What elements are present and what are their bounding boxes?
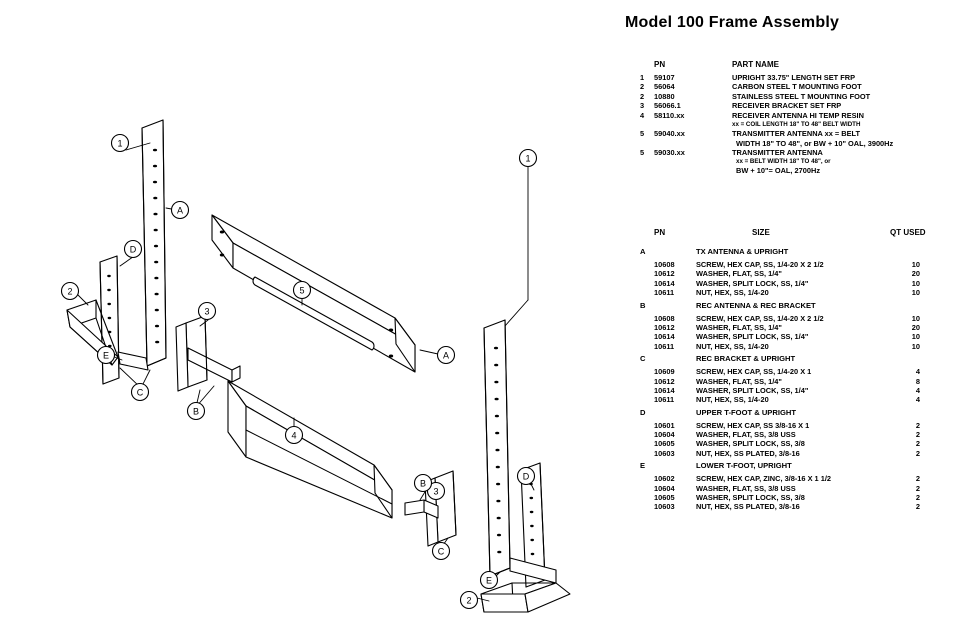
hardware-row-pn: 10604 bbox=[654, 430, 675, 440]
balloon-hw-b-left bbox=[188, 403, 205, 420]
balloon-hw-c-right bbox=[433, 543, 450, 560]
hardware-row-size: NUT, HEX, SS, 1/4-20 bbox=[696, 395, 769, 405]
hardware-row-qty: 2 bbox=[915, 448, 920, 458]
receiver-bracket-upper bbox=[176, 316, 240, 391]
hardware-group-name: TX ANTENNA & UPRIGHT bbox=[696, 247, 789, 256]
hardware-group-title bbox=[640, 301, 952, 314]
hardware-group-name: REC BRACKET & UPRIGHT bbox=[696, 354, 796, 364]
hardware-row-qty: 10 bbox=[911, 313, 920, 323]
hardware-row-qty: 10 bbox=[911, 278, 920, 288]
parts-list-header bbox=[640, 60, 952, 73]
balloon-hw-b-lower bbox=[415, 475, 432, 492]
parts-row-item: 5 bbox=[640, 129, 645, 139]
balloon-hw-d-lower bbox=[518, 468, 535, 485]
hardware-list bbox=[640, 228, 952, 512]
hardware-row-pn: 10611 bbox=[654, 395, 675, 405]
balloon-hw-d-upper bbox=[125, 241, 142, 258]
hardware-group-b bbox=[640, 301, 952, 352]
svg-text:B: B bbox=[419, 478, 427, 489]
hardware-row-size: SCREW, HEX CAP, SS, 1/4-20 X 2 1/2 bbox=[696, 260, 824, 269]
hardware-row-qty: 4 bbox=[915, 385, 920, 395]
balloon-item-2-left bbox=[62, 283, 79, 300]
hardware-row-pn: 10602 bbox=[654, 474, 675, 484]
svg-text:A: A bbox=[176, 205, 184, 216]
svg-text:2: 2 bbox=[67, 286, 73, 297]
hardware-row bbox=[640, 430, 952, 439]
hardware-row bbox=[640, 439, 952, 448]
svg-text:B: B bbox=[192, 406, 200, 417]
parts-list-row bbox=[640, 111, 952, 120]
hardware-row-size: WASHER, FLAT, SS, 3/8 USS bbox=[696, 430, 796, 440]
hardware-row-size: WASHER, FLAT, SS, 1/4" bbox=[696, 376, 782, 386]
hardware-row-pn: 10612 bbox=[654, 322, 675, 332]
page-title: Model 100 Frame Assembly bbox=[625, 14, 840, 31]
hardware-row-qty: 10 bbox=[911, 260, 920, 269]
parts-row-item: 3 bbox=[640, 101, 645, 111]
hardware-row-qty: 2 bbox=[915, 474, 920, 484]
parts-list-row bbox=[640, 148, 952, 157]
parts-list bbox=[640, 60, 952, 176]
balloon-hw-e-upper bbox=[98, 347, 115, 364]
svg-text:E: E bbox=[102, 350, 110, 361]
svg-text:C: C bbox=[437, 546, 445, 557]
hardware-row-size: WASHER, SPLIT LOCK, SS, 1/4" bbox=[696, 278, 809, 288]
hardware-row-qty: 2 bbox=[915, 483, 920, 493]
hardware-row-size: NUT, HEX, SS, 1/4-20 bbox=[696, 288, 769, 298]
svg-text:A: A bbox=[442, 350, 450, 361]
parts-list-header-name: PART NAME bbox=[732, 60, 779, 69]
hardware-group-title bbox=[640, 247, 952, 260]
svg-text:1: 1 bbox=[525, 153, 531, 164]
hardware-group-a bbox=[640, 247, 952, 298]
hardware-row-pn: 10605 bbox=[654, 493, 675, 503]
hardware-header-pn: PN bbox=[654, 228, 666, 237]
balloon-hw-a-right bbox=[438, 347, 455, 364]
hardware-row-qty: 20 bbox=[911, 322, 920, 332]
hardware-list-header bbox=[640, 228, 952, 244]
hardware-row-size: SCREW, HEX CAP, ZINC, 3/8-16 X 1 1/2 bbox=[696, 474, 831, 484]
hardware-group-c bbox=[640, 354, 952, 405]
balloon-item-5 bbox=[294, 282, 311, 299]
hardware-row-size: NUT, HEX, SS, 1/4-20 bbox=[696, 341, 769, 351]
hardware-row-pn: 10614 bbox=[654, 278, 675, 288]
balloon-hw-e-lower bbox=[481, 572, 498, 589]
hardware-group-name: REC ANTENNA & REC BRACKET bbox=[696, 300, 816, 310]
parts-row-desc: STAINLESS STEEL T MOUNTING FOOT bbox=[732, 91, 871, 101]
hardware-row-size: WASHER, SPLIT LOCK, SS, 3/8 bbox=[696, 493, 805, 503]
parts-list-row bbox=[640, 129, 952, 138]
parts-row-note: xx = COIL LENGTH 18" TO 48" BELT WIDTH bbox=[732, 120, 861, 128]
hardware-group-letter: B bbox=[640, 300, 646, 310]
parts-row-desc: RECEIVER BRACKET SET FRP bbox=[732, 101, 842, 111]
balloon-item-4 bbox=[286, 427, 303, 444]
hardware-row-qty: 10 bbox=[911, 341, 920, 351]
hardware-row bbox=[640, 269, 952, 278]
hardware-row-pn: 10603 bbox=[654, 502, 675, 512]
hardware-row-size: NUT, HEX, SS PLATED, 3/8-16 bbox=[696, 502, 800, 512]
hardware-group-name: UPPER T-FOOT & UPRIGHT bbox=[696, 407, 796, 417]
hardware-row-qty: 4 bbox=[915, 367, 920, 377]
transmitter-antenna-upper bbox=[212, 215, 415, 372]
svg-text:3: 3 bbox=[433, 486, 439, 497]
parts-row-pn: 59030.xx bbox=[654, 147, 685, 157]
receiver-antenna-lower bbox=[228, 381, 392, 518]
hardware-row-pn: 10614 bbox=[654, 332, 675, 342]
hardware-row-pn: 10604 bbox=[654, 483, 675, 493]
hardware-group-name: LOWER T-FOOT, UPRIGHT bbox=[696, 461, 792, 471]
hardware-row-pn: 10605 bbox=[654, 439, 675, 449]
balloon-hw-a-upper bbox=[172, 202, 189, 219]
hardware-header-size: SIZE bbox=[752, 228, 770, 237]
hardware-row-size: SCREW, HEX CAP, SS, 1/4-20 X 1 bbox=[696, 367, 812, 377]
parts-row-pn: 59107 bbox=[654, 73, 675, 82]
upright-right bbox=[484, 320, 510, 576]
hardware-row-pn: 10608 bbox=[654, 313, 675, 323]
parts-row-item: 5 bbox=[640, 147, 645, 157]
parts-row-item: 4 bbox=[640, 110, 645, 120]
hardware-row bbox=[640, 314, 952, 323]
hardware-row-pn: 10611 bbox=[654, 288, 675, 298]
hardware-row-qty: 2 bbox=[915, 430, 920, 440]
parts-row-desc: RECEIVER ANTENNA HI TEMP RESIN bbox=[732, 110, 864, 120]
hardware-group-letter: A bbox=[640, 247, 646, 256]
svg-text:D: D bbox=[522, 471, 530, 482]
hardware-row-size: WASHER, SPLIT LOCK, SS, 1/4" bbox=[696, 332, 809, 342]
parts-row-desc: TRANSMITTER ANTENNA xx = BELT bbox=[732, 129, 861, 139]
svg-text:C: C bbox=[136, 387, 144, 398]
parts-row-pn: 56066.1 bbox=[654, 101, 681, 111]
hardware-row-pn: 10601 bbox=[654, 420, 675, 430]
hardware-row-qty: 8 bbox=[915, 376, 920, 386]
hardware-row-qty: 2 bbox=[915, 502, 920, 512]
hardware-group-letter: D bbox=[640, 407, 646, 417]
parts-list-header-pn: PN bbox=[654, 60, 666, 69]
parts-list-row bbox=[640, 92, 952, 101]
hardware-header-qty: QT USED bbox=[890, 228, 926, 237]
hardware-row-pn: 10611 bbox=[654, 341, 675, 351]
hardware-group-title bbox=[640, 461, 952, 474]
parts-row-desc: CARBON STEEL T MOUNTING FOOT bbox=[732, 82, 862, 92]
parts-list-row bbox=[640, 73, 952, 82]
hardware-row bbox=[640, 421, 952, 430]
hardware-row bbox=[640, 474, 952, 483]
hardware-group-letter: C bbox=[640, 354, 646, 364]
hardware-row-pn: 10609 bbox=[654, 367, 675, 377]
hardware-row bbox=[640, 342, 952, 351]
hardware-row bbox=[640, 377, 952, 386]
balloon-item-2-lower bbox=[461, 592, 478, 609]
hardware-row bbox=[640, 502, 952, 511]
hardware-row bbox=[640, 395, 952, 404]
hardware-row bbox=[640, 386, 952, 395]
hardware-row-qty: 10 bbox=[911, 332, 920, 342]
parts-row-pn: 56064 bbox=[654, 82, 675, 92]
hardware-group-title bbox=[640, 408, 952, 421]
hardware-row bbox=[640, 332, 952, 341]
parts-row-item: 2 bbox=[640, 91, 645, 101]
svg-text:4: 4 bbox=[291, 430, 297, 441]
hardware-row-qty: 10 bbox=[911, 288, 920, 298]
hardware-group-title bbox=[640, 354, 952, 367]
hardware-row-size: SCREW, HEX CAP, SS 3/8-16 X 1 bbox=[696, 420, 810, 430]
hardware-row bbox=[640, 484, 952, 493]
balloon-item-3-upper bbox=[199, 303, 216, 320]
hardware-group-letter: E bbox=[640, 461, 646, 471]
hardware-row-size: WASHER, FLAT, SS, 1/4" bbox=[696, 269, 782, 279]
hardware-row bbox=[640, 493, 952, 502]
hardware-row bbox=[640, 367, 952, 376]
parts-row-note: WIDTH 18" TO 48", or BW + 10" OAL, 3900Hz bbox=[736, 138, 894, 148]
parts-row-pn: 10880 bbox=[654, 91, 675, 101]
t-mounting-foot-lower bbox=[481, 583, 570, 612]
hardware-row-size: WASHER, FLAT, SS, 1/4" bbox=[696, 322, 782, 332]
hardware-row bbox=[640, 260, 952, 269]
hardware-row-pn: 10614 bbox=[654, 385, 675, 395]
hardware-row-size: WASHER, SPLIT LOCK, SS, 3/8 bbox=[696, 439, 805, 449]
parts-row-pn: 58110.xx bbox=[654, 110, 685, 120]
hardware-row-pn: 10612 bbox=[654, 269, 675, 279]
parts-row-desc: UPRIGHT 33.75" LENGTH SET FRP bbox=[732, 73, 856, 82]
hardware-row-pn: 10603 bbox=[654, 448, 675, 458]
hardware-row-qty: 4 bbox=[915, 395, 920, 405]
hardware-row-qty: 2 bbox=[915, 493, 920, 503]
upright-left bbox=[142, 120, 166, 366]
hardware-row-size: WASHER, FLAT, SS, 3/8 USS bbox=[696, 483, 796, 493]
balloon-item-1-upper bbox=[112, 135, 129, 152]
svg-text:5: 5 bbox=[299, 285, 305, 296]
hardware-row-size: SCREW, HEX CAP, SS, 1/4-20 X 2 1/2 bbox=[696, 313, 824, 323]
parts-row-item: 2 bbox=[640, 82, 645, 92]
parts-row-pn: 59040.xx bbox=[654, 129, 685, 139]
parts-list-row bbox=[640, 82, 952, 91]
hardware-group-d bbox=[640, 408, 952, 459]
hardware-row bbox=[640, 449, 952, 458]
hardware-row-qty: 2 bbox=[915, 420, 920, 430]
foot-stub-left bbox=[118, 352, 148, 370]
svg-text:1: 1 bbox=[117, 138, 123, 149]
parts-list-row bbox=[640, 101, 952, 110]
parts-row-note: BW + 10"= OAL, 2700Hz bbox=[736, 166, 821, 176]
hardware-row-size: NUT, HEX, SS PLATED, 3/8-16 bbox=[696, 448, 800, 458]
parts-row-note: xx = BELT WIDTH 18" TO 48", or bbox=[736, 158, 831, 166]
hardware-row-pn: 10608 bbox=[654, 260, 675, 269]
balloon-hw-c-left bbox=[132, 384, 149, 401]
hardware-row bbox=[640, 288, 952, 297]
balloon-group bbox=[62, 135, 537, 609]
upright-mounting-plate-left bbox=[100, 256, 119, 384]
hardware-row bbox=[640, 279, 952, 288]
parts-row-item: 1 bbox=[640, 73, 645, 82]
parts-row-desc: TRANSMITTER ANTENNA bbox=[732, 147, 823, 157]
svg-text:2: 2 bbox=[466, 595, 472, 606]
hardware-row-pn: 10612 bbox=[654, 376, 675, 386]
svg-text:E: E bbox=[485, 575, 493, 586]
hardware-group-e bbox=[640, 461, 952, 512]
hardware-row-size: WASHER, SPLIT LOCK, SS, 1/4" bbox=[696, 385, 809, 395]
hardware-row bbox=[640, 323, 952, 332]
hardware-row-qty: 2 bbox=[915, 439, 920, 449]
balloon-item-1-right bbox=[520, 150, 537, 167]
svg-text:D: D bbox=[129, 244, 137, 255]
hardware-row-qty: 20 bbox=[911, 269, 920, 279]
svg-text:3: 3 bbox=[204, 306, 210, 317]
